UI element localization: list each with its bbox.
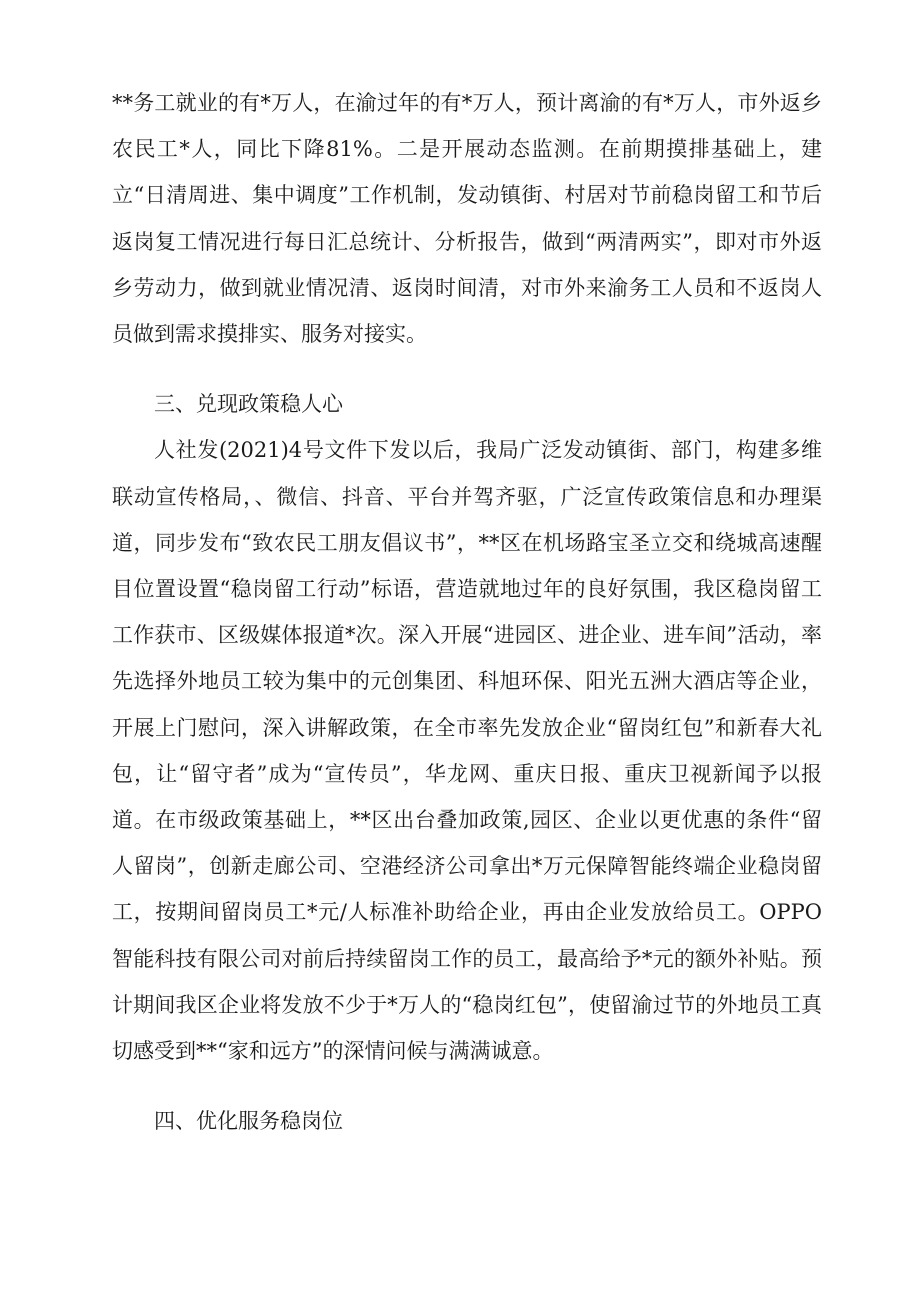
document-page (112, 80, 822, 1144)
spacer (112, 357, 822, 381)
paragraph-employment-monitoring: **务工就业的有*万人，在渝过年的有*万人，预计离渝的有*万人，市外返乡农民工*人，同比下降81%。二是开展动态监测。在前期摸排基础上，建立“日清周进、集中调度”工作机制，发动镇街、村居对节前稳岗留工和节后返岗复工情况进行每日汇总统计、分析报告，做到“两清两实”，即对市外返乡劳动力，做到就业情况清、返岗时间清，对市外来渝务工人员和不返岗人员做到需求摸排实、服务对接实。 (112, 91, 822, 347)
section-heading-service: 四、优化服务稳岗位 (154, 1109, 343, 1134)
paragraph-policy: 人社发(2021)4号文件下发以后，我局广泛发动镇街、部门，构建多维联动宣传格局，、微信、抖音、平台并驾齐驱，广泛宣传政策信息和办理渠道，同步发布“致农民工朋友倡议书”，**区在机场路宝圣立交和绕城高速醒目位置设置“稳岗留工行动”标语，营造就地过年的良好氛围，我区稳岗留工工作获市、区级媒体报道*次。深入开展“进园区、进企业、进车间”活动，率先选择外地员工较为集中的元创集团、科旭环保、阳光五洲大酒店等企业，开展上门慰问，深入讲解政策，在全市率先发放企业“留岗红包”和新春大礼包，让“留守者”成为“宣传员”，华龙网、重庆日报、重庆卫视新闻予以报道。在市级政策基础上，**区出台叠加政策,园区、企业以更优惠的条件“留人留岗”，创新走廊公司、空港经济公司拿出*万元保障智能终端企业稳岗留工，按期间留岗员工*元/人标准补助给企业，再由企业发放给员工。OPPO智能科技有限公司对前后持续留岗工作的员工，最高给予*元的额外补贴。预计期间我区企业将发放不少于*万人的“稳岗红包”，使留渝过节的外地员工真切感受到**“家和远方”的深情问候与满满诚意。 (112, 438, 822, 1064)
section-heading-policy: 三、兑现政策稳人心 (154, 392, 343, 417)
spacer (112, 1074, 822, 1098)
